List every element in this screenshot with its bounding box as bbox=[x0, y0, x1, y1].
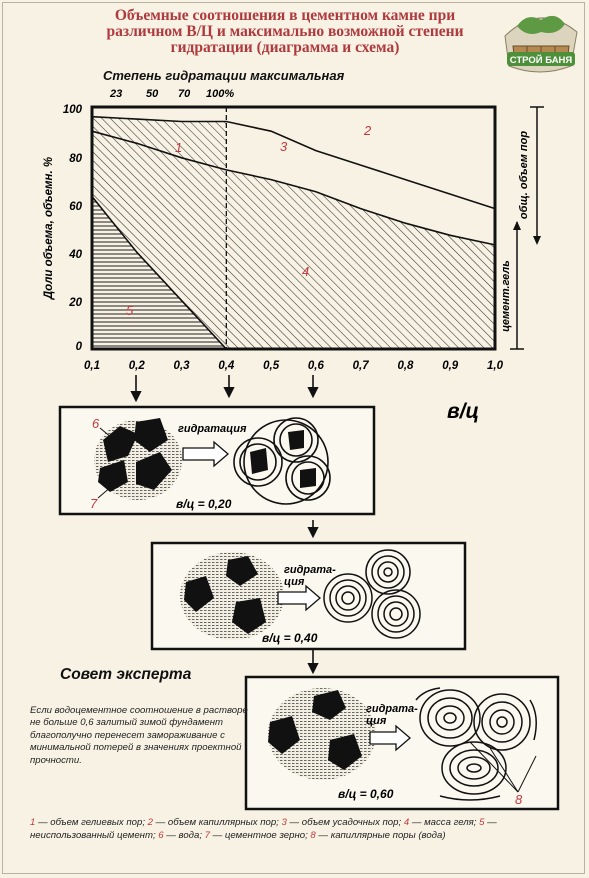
y-tick: 100 bbox=[62, 104, 82, 116]
region-label-3: 3 bbox=[280, 139, 288, 154]
region-label-4: 4 bbox=[302, 264, 310, 279]
region-label-5: 5 bbox=[126, 303, 134, 318]
region-label-1: 1 bbox=[175, 140, 183, 155]
hydration-label-3b: ция bbox=[366, 715, 387, 727]
region-label-2: 2 bbox=[364, 123, 372, 138]
legend-text-3: — объем усадочных пор; bbox=[286, 817, 404, 828]
hydration-label-1: гидратация bbox=[178, 423, 247, 435]
y-axis-ticks bbox=[63, 104, 83, 353]
legend-num-7: 7 bbox=[204, 830, 210, 841]
pores-bracket-label: общ. объем пор bbox=[518, 130, 530, 220]
ratio-label-2: в/ц = 0,40 bbox=[262, 631, 318, 645]
title-line-2: различном В/Ц и максимально возможной степени bbox=[106, 23, 464, 40]
legend-text-4: — масса геля; bbox=[409, 817, 480, 828]
legend-num-8: 8 bbox=[310, 830, 316, 841]
x-tick: 0,5 bbox=[263, 360, 280, 372]
y-tick: 60 bbox=[69, 201, 82, 213]
x-tick: 0,2 bbox=[128, 360, 145, 372]
legend-num-6: 6 bbox=[158, 830, 164, 841]
legend bbox=[30, 816, 570, 842]
hydration-ticks bbox=[109, 88, 234, 100]
hydration-tick: 23 bbox=[110, 88, 123, 100]
x-tick: 0,8 bbox=[397, 360, 414, 372]
ratio-label-1: в/ц = 0,20 bbox=[176, 497, 232, 511]
x-tick: 0,4 bbox=[218, 360, 235, 372]
y-axis-label: Доли объема, объемн. % bbox=[43, 156, 55, 300]
x-tick: 0,3 bbox=[173, 360, 190, 372]
y-tick: 0 bbox=[75, 341, 82, 353]
scheme-2 bbox=[152, 543, 465, 649]
title-line-1: Объемные соотношения в цементном камне при bbox=[114, 7, 456, 24]
legend-num-1: 1 bbox=[30, 817, 36, 828]
hydration-label-3a: гидрата- bbox=[366, 703, 418, 715]
callout-8: 8 bbox=[515, 792, 523, 807]
legend-text-2: — объем капиллярных пор; bbox=[153, 817, 282, 828]
hydration-tick: 50 bbox=[146, 88, 159, 100]
hydration-tick: 100% bbox=[206, 88, 235, 100]
right-brackets bbox=[500, 107, 544, 349]
legend-text-6: — вода; bbox=[163, 830, 205, 841]
scheme-1 bbox=[60, 407, 374, 514]
logo-text: СТРОЙ БАНЯ bbox=[509, 55, 573, 66]
x-tick: 0,7 bbox=[352, 360, 369, 372]
hydration-label-2b: ция bbox=[284, 576, 305, 588]
callout-6: 6 bbox=[92, 416, 100, 431]
x-tick: 0,1 bbox=[84, 360, 100, 372]
y-tick: 40 bbox=[69, 249, 82, 261]
legend-num-2: 2 bbox=[147, 817, 153, 828]
hydration-tick: 70 bbox=[178, 88, 191, 100]
legend-text-8: — капиллярные поры (вода) bbox=[315, 830, 446, 841]
x-axis-ticks bbox=[84, 360, 504, 372]
legend-text-7: — цементное зерно; bbox=[210, 830, 311, 841]
ratio-label-3: в/ц = 0,60 bbox=[338, 787, 394, 801]
legend-num-4: 4 bbox=[403, 817, 410, 828]
expert-title: Совет эксперта bbox=[60, 666, 192, 683]
x-tick: 1,0 bbox=[487, 360, 503, 372]
x-axis-label: в/ц bbox=[447, 400, 480, 423]
legend-num-5: 5 bbox=[479, 817, 485, 828]
x-tick: 0,6 bbox=[307, 360, 324, 372]
callout-7: 7 bbox=[90, 496, 98, 511]
title-line-3: гидратации (диаграмма и схема) bbox=[170, 39, 400, 56]
legend-num-3: 3 bbox=[281, 817, 287, 828]
x-tick: 0,9 bbox=[442, 360, 459, 372]
gel-bracket-label: цемент.гель bbox=[500, 260, 512, 332]
plot-area bbox=[92, 107, 495, 349]
y-tick: 80 bbox=[69, 153, 82, 165]
scheme-3 bbox=[246, 677, 558, 809]
y-tick: 20 bbox=[69, 297, 82, 309]
hydration-label-2a: гидрата- bbox=[284, 564, 336, 576]
hydration-top-label: Степень гидратации максимальная bbox=[103, 68, 345, 83]
legend-text-5: — неиспользованный цемент; bbox=[30, 817, 497, 841]
expert-text: Если водоцементное соотношение в растворе не больше 0,6 залитый зимой фундамент благополучно перенесет замораживание с минимальной потерей в значениях проектной прочности. bbox=[30, 705, 248, 766]
legend-text-1: — объем гелиевых пор; bbox=[35, 817, 148, 828]
